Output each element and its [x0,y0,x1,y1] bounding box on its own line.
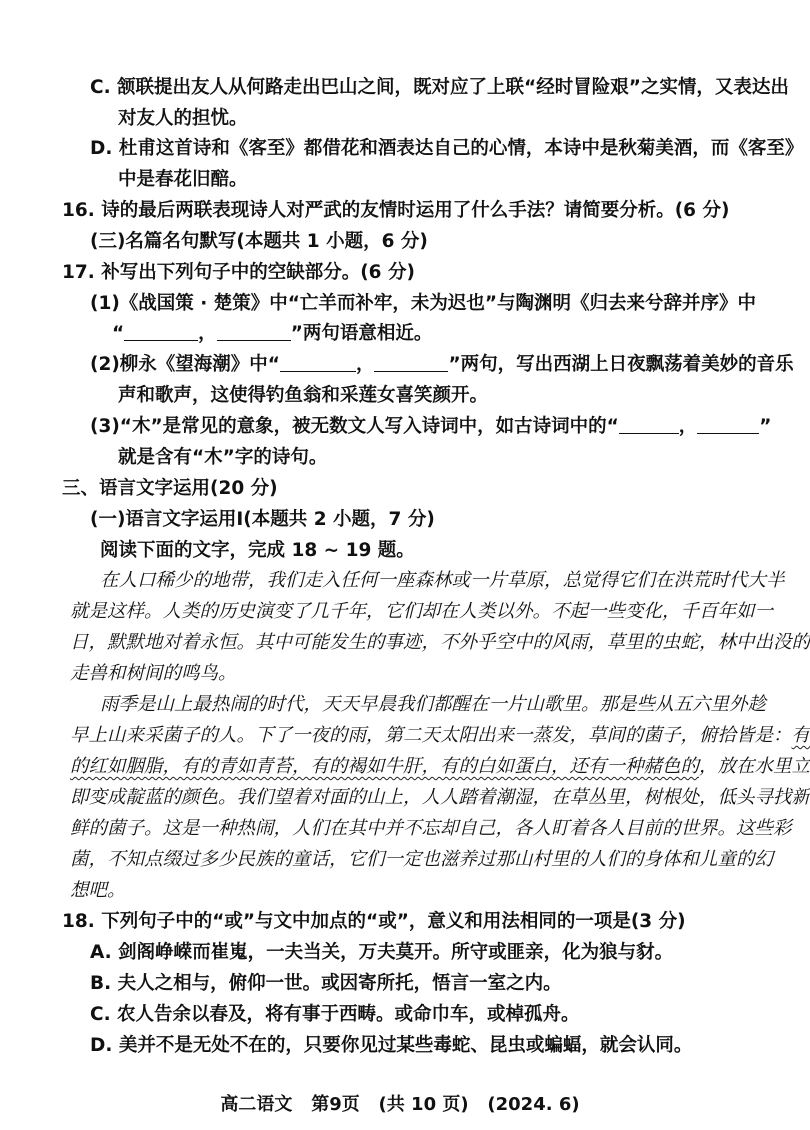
passage-p2-line2 [70,724,810,748]
q17-part3-prefix: (3)“木”是常见的意象，被无数文人写入诗词中，如古诗词中的“ [90,416,619,437]
q17-part3-close: ” [759,416,772,437]
section-recite-heading: (三)名篇名句默写(本题共 1 小题，6 分) [90,231,428,252]
q17-stem: 17. 补写出下列句子中的空缺部分。(6 分) [62,262,415,283]
passage-p1-line1: 在人口稀少的地带，我们走入任何一座森林或一片草原，总觉得它们在洪荒时代大半 [100,570,785,591]
passage-wavy-underline-start: 有 [791,725,810,746]
passage-p2-line2-text: 早上山来采菌子的人。下了一夜的雨，第二天太阳出来一蒸发，草间的菌子，俯拾皆是： [70,725,792,746]
q15-option-d-line2: 中是春花旧醅。 [118,169,248,190]
footer-subject: 高二语文 [220,1094,293,1115]
q17-part3-line1 [90,415,771,439]
section3-instruction: 阅读下面的文字，完成 18 ~ 19 题。 [100,540,415,561]
q18-option-c: C. 农人告余以春及，将有事于西畴。或命巾车，或棹孤舟。 [90,1004,580,1025]
q17-part2-separator: ， [355,354,375,375]
page-footer [0,1090,800,1116]
q17-part1-open-quote: “ [112,323,125,344]
section3-subheading: (一)语言文字运用Ⅰ(本题共 2 小题，7 分) [90,509,435,530]
passage-wavy-underlined-sentence: 的红如胭脂，有的青如青苔，有的褐如牛肝，有的白如蛋白，还有一种赭色的 [70,756,700,777]
q18-option-d: D. 美并不是无处不在的，只要你见过某些毒蛇、昆虫或蝙蝠，就会认同。 [90,1035,693,1056]
q17-part1-separator: ， [198,323,217,344]
q17-part1-line2 [112,322,432,346]
q17-part2-line2: 声和歌声，这使得钓鱼翁和采莲女喜笑颜开。 [118,385,489,406]
passage-p1-line2: 就是这样。人类的历史演变了几千年，它们却在人类以外。不起一些变化，千百年如一 [70,601,774,622]
q15-option-c-line1: C. 颔联提出友人从何路走出巴山之间，既对应了上联“经时冒险艰”之实情，又表达出 [90,77,789,98]
footer-date: (2024. 6) [487,1094,580,1115]
q16-question: 16. 诗的最后两联表现诗人对严武的友情时运用了什么手法？请简要分析。(6 分) [62,200,730,221]
q17-blank-3[interactable] [280,353,356,372]
q15-option-c-line2: 对友人的担忧。 [118,108,248,129]
q17-part3-line2: 就是含有“木”字的诗句。 [118,447,328,468]
q17-blank-1[interactable] [124,322,198,341]
q17-part2-prefix: (2)柳永《望海潮》中“ [90,354,280,375]
q18-option-b: B. 夫人之相与，俯仰一世。或因寄所托，悟言一室之内。 [90,973,562,994]
q17-blank-6[interactable] [697,415,759,434]
q17-part3-separator: ， [678,416,698,437]
passage-p1-line3: 日，默默地对着永恒。其中可能发生的事迹，不外乎空中的风雨，草里的虫蛇，林中出没的 [70,632,810,653]
q18-stem: 18. 下列句子中的“或”与文中加点的“或”，意义和用法相同的一项是(3 分) [62,911,686,932]
q18-option-a: A. 剑阁峥嵘而崔嵬，一夫当关，万夫莫开。所守或匪亲，化为狼与豺。 [90,942,674,963]
passage-p2-line4: 即变成靛蓝的颜色。我们望着对面的山上，人人踏着潮湿，在草丛里，树根处，低头寻找新 [70,787,810,808]
section3-heading: 三、语言文字运用(20 分) [62,478,278,499]
q17-blank-5[interactable] [619,415,679,434]
footer-page: 第9页 [311,1094,360,1115]
q17-blank-2[interactable] [217,322,291,341]
passage-p2-line3-tail: ，放在水里立 [699,756,810,777]
passage-p2-line5: 鲜的菌子。这是一种热闹，人们在其中并不忘却自己，各人盯着各人目前的世界。这些彩 [70,818,792,839]
passage-p1-line4: 走兽和树间的鸣鸟。 [70,663,237,684]
q17-part1-close: ”两句语意相近。 [290,323,433,344]
footer-total: (共 10 页) [378,1094,469,1115]
passage-p2-line7: 想吧。 [70,880,126,901]
q17-part1-line1: (1)《战国策 · 楚策》中“亡羊而补牢，未为迟也”与陶渊明《归去来兮辞并序》中 [90,293,757,314]
q17-blank-4[interactable] [374,353,448,372]
q15-option-d-line1: D. 杜甫这首诗和《客至》都借花和酒表达自己的心情，本诗中是秋菊美酒，而《客至》 [90,138,804,159]
passage-p2-line1: 雨季是山上最热闹的时代，天天早晨我们都醒在一片山歌里。那是些从五六里外趁 [100,694,767,715]
q17-part2-suffix: ”两句，写出西湖上日夜飘荡着美妙的音乐 [448,354,794,375]
passage-p2-line3 [70,755,810,779]
q17-part2-line1 [90,353,794,377]
passage-p2-line6: 菌，不知点缀过多少民族的童话，它们一定也滋养过那山村里的人们的身体和儿童的幻 [70,849,774,870]
